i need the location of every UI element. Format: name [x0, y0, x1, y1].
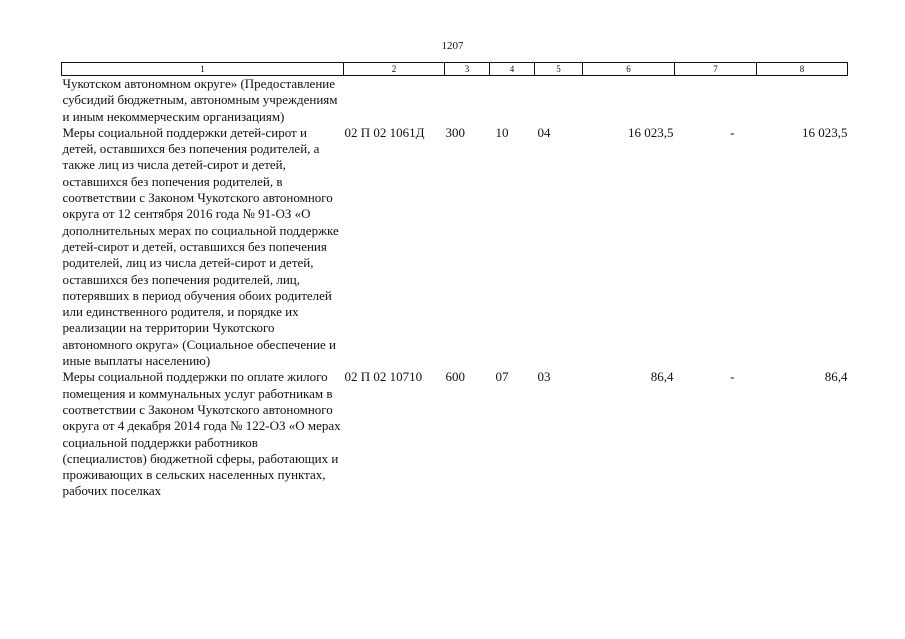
row-subsection: 04: [537, 124, 551, 140]
column-header-5: 5: [535, 63, 583, 76]
row-subsection: [535, 76, 583, 125]
table-row: [62, 369, 848, 499]
row-target-code: 02 П 02 10710: [344, 369, 423, 385]
column-header-2: 2: [344, 63, 445, 76]
table-body: [62, 76, 848, 500]
row-target-code: [344, 76, 445, 125]
budget-table: [61, 62, 848, 500]
row-section: [490, 76, 535, 125]
row-change: -: [730, 124, 735, 140]
row-target-code: 02 П 02 1061Д: [344, 124, 425, 140]
row-section: 07: [495, 369, 509, 385]
row-description: Чукотском автономном округе» (Предоставление субсидий бюджетным, автономным учреждениям и иным некоммерческим организациям): [62, 76, 338, 124]
column-header-7: 7: [675, 63, 757, 76]
table-row: [62, 76, 848, 125]
row-total: [757, 76, 848, 125]
row-subsection: 03: [537, 369, 551, 385]
row-description: Меры социальной поддержки детей-сирот и детей, оставшихся без попечения родителей, а также лиц из числа детей-сирот и детей, оставшихся без попечения родителей, в соответствии с Законом Чукотского автономного округа от 12 сентября 2016 года № 91-ОЗ «О дополнительных мерах по социальной поддержке детей-сирот и детей, оставшихся без попечения родителей, лиц из числа детей-сирот и детей, оставшихся без попечения родителей, лиц, потерявших в период обучения обоих родителей или единственного родителя, и порядке их реализации на территории Чукотского автономного округа» (Социальное обеспечение и иные выплаты населению): [62, 124, 339, 369]
table-header: [62, 63, 848, 76]
row-change: -: [730, 369, 735, 385]
row-total: 86,4: [824, 369, 848, 385]
column-header-8: 8: [757, 63, 848, 76]
row-expense-type: [445, 76, 490, 125]
row-section: 10: [495, 124, 509, 140]
column-header-6: 6: [583, 63, 675, 76]
row-description: Меры социальной поддержки по оплате жилого помещения и коммунальных услуг работникам в соответствии с Законом Чукотского автономного округа от 4 декабря 2014 года № 122-ОЗ «О мерах социальной поддержки работников (специалистов) бюджетной сферы, работающих и проживающих в сельских населенных пунктах, рабочих поселках: [62, 369, 341, 499]
table-row: [62, 125, 848, 369]
row-change: [675, 76, 757, 125]
row-expense-type: 600: [445, 369, 465, 385]
page-number: 1207: [441, 40, 464, 52]
row-total: 16 023,5: [802, 124, 848, 140]
row-sum: 86,4: [650, 369, 674, 385]
row-expense-type: 300: [445, 124, 465, 140]
column-header-3: 3: [445, 63, 490, 76]
row-sum: 16 023,5: [628, 124, 674, 140]
column-header-1: 1: [62, 63, 344, 76]
row-sum: [583, 76, 675, 125]
header-row: [62, 63, 848, 76]
column-header-4: 4: [490, 63, 535, 76]
